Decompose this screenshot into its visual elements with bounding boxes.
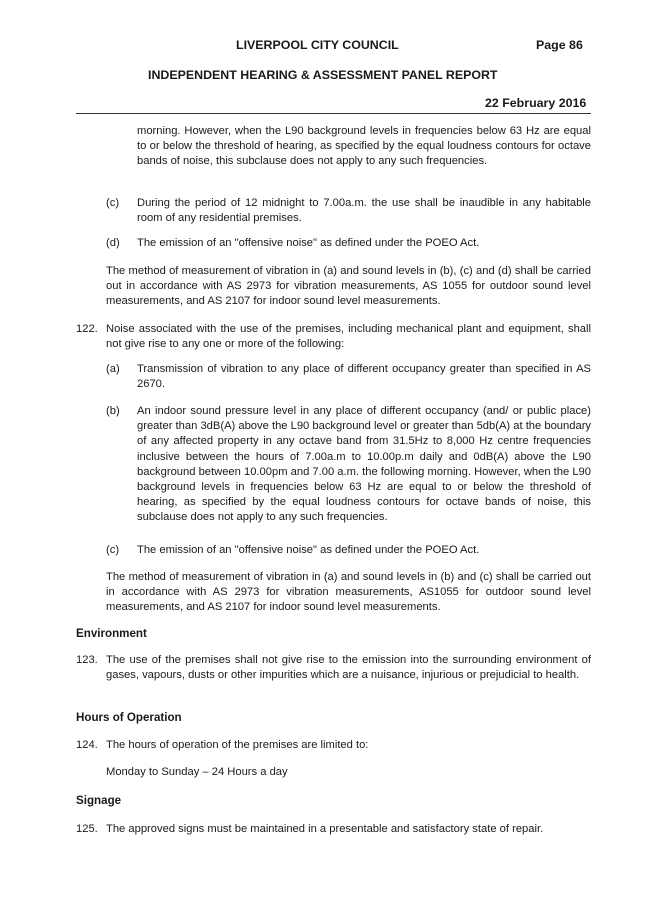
item-label: (b) [106,405,120,417]
condition-number: 125. [76,823,98,835]
condition-number: 124. [76,739,98,751]
report-title: INDEPENDENT HEARING & ASSESSMENT PANEL REPORT [148,68,498,82]
hours-detail: Monday to Sunday – 24 Hours a day [106,766,288,778]
item-text: The emission of an "offensive noise" as defined under the POEO Act. [137,237,480,249]
method-paragraph: The method of measurement of vibration in (a) and sound levels in (b) and (c) shall be carried out in accordance with AS 2973 for vibration measurements, AS1055 for outdoor sound level measurements, and AS 2107 for indoor sound level measurements. [106,571,591,614]
continuation-paragraph: morning. However, when the L90 background levels in frequencies below 63 Hz are equal to or below the threshold of hearing, as specified by the equal loudness contours for octave bands of noise, this subclause does not apply to any such frequencies. [137,125,591,168]
item-text: Transmission of vibration to any place of different occupancy greater than specified in AS 2670. [137,363,591,391]
page-number: Page 86 [536,38,583,52]
header-rule [76,113,591,114]
condition-intro: Noise associated with the use of the premises, including mechanical plant and equipment, shall not give rise to any one or more of the following: [106,323,591,351]
condition-text: The approved signs must be maintained in a presentable and satisfactory state of repair. [106,823,544,835]
item-text: The emission of an "offensive noise" as defined under the POEO Act. [137,544,480,556]
council-name: LIVERPOOL CITY COUNCIL [236,38,399,52]
item-label: (d) [106,237,120,249]
section-heading-environment: Environment [76,627,147,640]
method-paragraph: The method of measurement of vibration in (a) and sound levels in (b), (c) and (d) shall be carried out in accordance with AS 2973 for vibration measurements, AS 1055 for outdoor sound level measurements, and AS 2107 for indoor sound level measurements. [106,265,591,308]
item-label: (a) [106,363,120,375]
condition-number: 122. [76,323,98,335]
section-heading-hours: Hours of Operation [76,711,182,724]
item-text: During the period of 12 midnight to 7.00a.m. the use shall be inaudible in any habitable room of any residential premises. [137,197,591,225]
condition-text: The use of the premises shall not give rise to the emission into the surrounding environment of gases, vapours, dusts or other impurities which are a nuisance, injurious or prejudicial to health. [106,654,591,682]
condition-text: The hours of operation of the premises are limited to: [106,739,369,751]
item-label: (c) [106,197,120,209]
item-text: An indoor sound pressure level in any place of different occupancy (and/ or public place) greater than 3dB(A) above the L90 background level or greater than 5db(A) at the boundary of any affected property in any octave band from 31.5Hz to 8,000 Hz centre frequencies inclusive between the hours of 7.00a.m to 10.00p.m daily and 0dB(A) above the L90 background between 10.00pm and 7.00 a.m. the following morning. However, when the L90 background levels in frequencies below 63 Hz are equal to or below the threshold of hearing, as specified by the equal loudness contours for octave bands of noise, this subclause does not apply to any such frequencies. [137,405,592,524]
condition-number: 123. [76,654,98,666]
report-date: 22 February 2016 [485,96,587,110]
section-heading-signage: Signage [76,794,122,807]
item-label: (c) [106,544,120,556]
